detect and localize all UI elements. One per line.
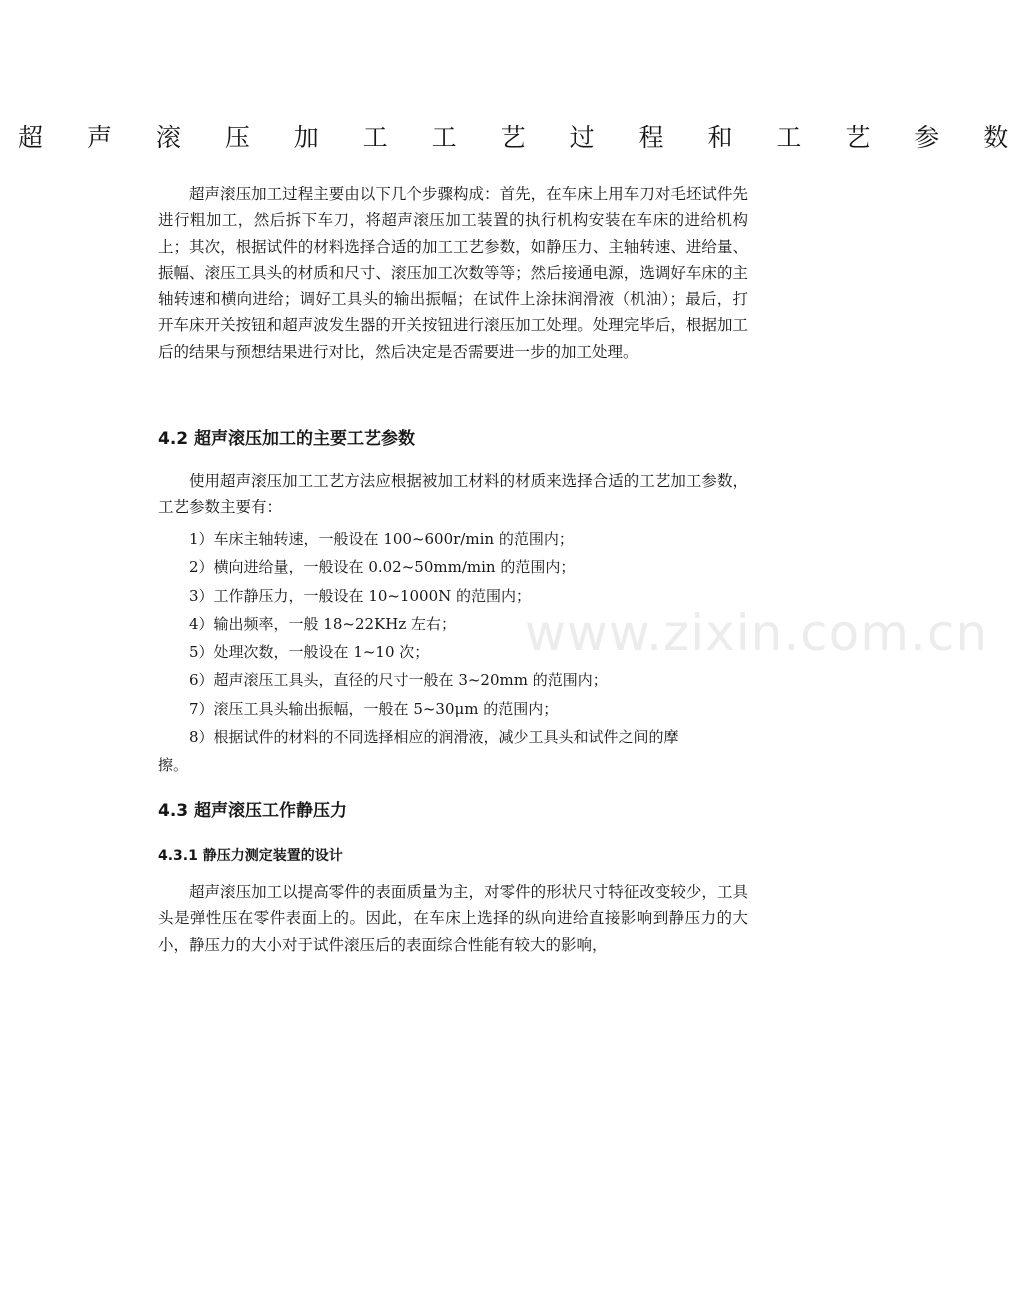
section-4-2-paragraph: 使用超声滚压加工工艺方法应根据被加工材料的材质来选择合适的工艺加工参数，工艺参数主要有： [158,472,748,517]
list-item: 3）工作静压力，一般设在 10~1000N 的范围内； [189,586,532,605]
list-item: 4）输出频率，一般 18~22KHz 左右； [189,614,457,633]
list-item-8-line1: 8）根据试件的材料的不同选择相应的润滑液，减少工具头和试件之间的摩 [189,728,679,747]
page-title: 超 声 滚 压 加 工 工 艺 过 程 和 工 艺 参 数 [18,123,1026,152]
list-item: 1）车床主轴转速，一般设在 100~600r/min 的范围内； [189,530,574,548]
list-item: 5）处理次数，一般设在 1~10 次； [189,643,430,662]
parameter-list [158,525,749,780]
section-heading-4-3: 4.3 超声滚压工作静压力 [158,801,348,821]
subsection-heading-4-3-1: 4.3.1 静压力测定装置的设计 [158,848,343,864]
intro-paragraph: 超声滚压加工过程主要由以下几个步骤构成：首先，在车床上用车刀对毛坯试件先进行粗加工，然后拆下车刀，将超声滚压加工装置的执行机构安装在车床的进给机构上；其次，根据试件的材料选择合适的加工工艺参数，如静压力、主轴转速、进给量、振幅、滚压工具头的材质和尺寸、滚压加工次数等等；然后接通电源，选调好车床的主轴转速和横向进给；调好工具头的输出振幅；在试件上涂抹润滑液（机油）；最后，打开车床开关按钮和超声波发生器的开关按钮进行滚压加工处理。处理完毕后，根据加工后的结果与预想结果进行对比，然后决定是否需要进一步的加工处理。 [158,185,748,361]
section-4-3-1-paragraph: 超声滚压加工以提高零件的表面质量为主，对零件的形状尺寸特征改变较少，工具头是弹性压在零件表面上的。因此，在车床上选择的纵向进给直接影响到静压力的大小，静压力的大小对于试件滚压后的表面综合性能有较大的影响， [158,883,748,954]
watermark: www.zixin.com.cn [525,604,989,662]
list-item: 7）滚压工具头输出振幅，一般在 5~30μm 的范围内； [189,699,559,718]
section-heading-4-2: 4.2 超声滚压加工的主要工艺参数 [158,429,416,449]
list-item: 6）超声滚压工具头，直径的尺寸一般在 3~20mm 的范围内； [189,671,608,690]
list-item-8 [158,723,749,780]
list-item-8-line2: 擦。 [158,756,189,775]
list-item: 2）横向进给量，一般设在 0.02~50mm/min 的范围内； [189,558,576,577]
